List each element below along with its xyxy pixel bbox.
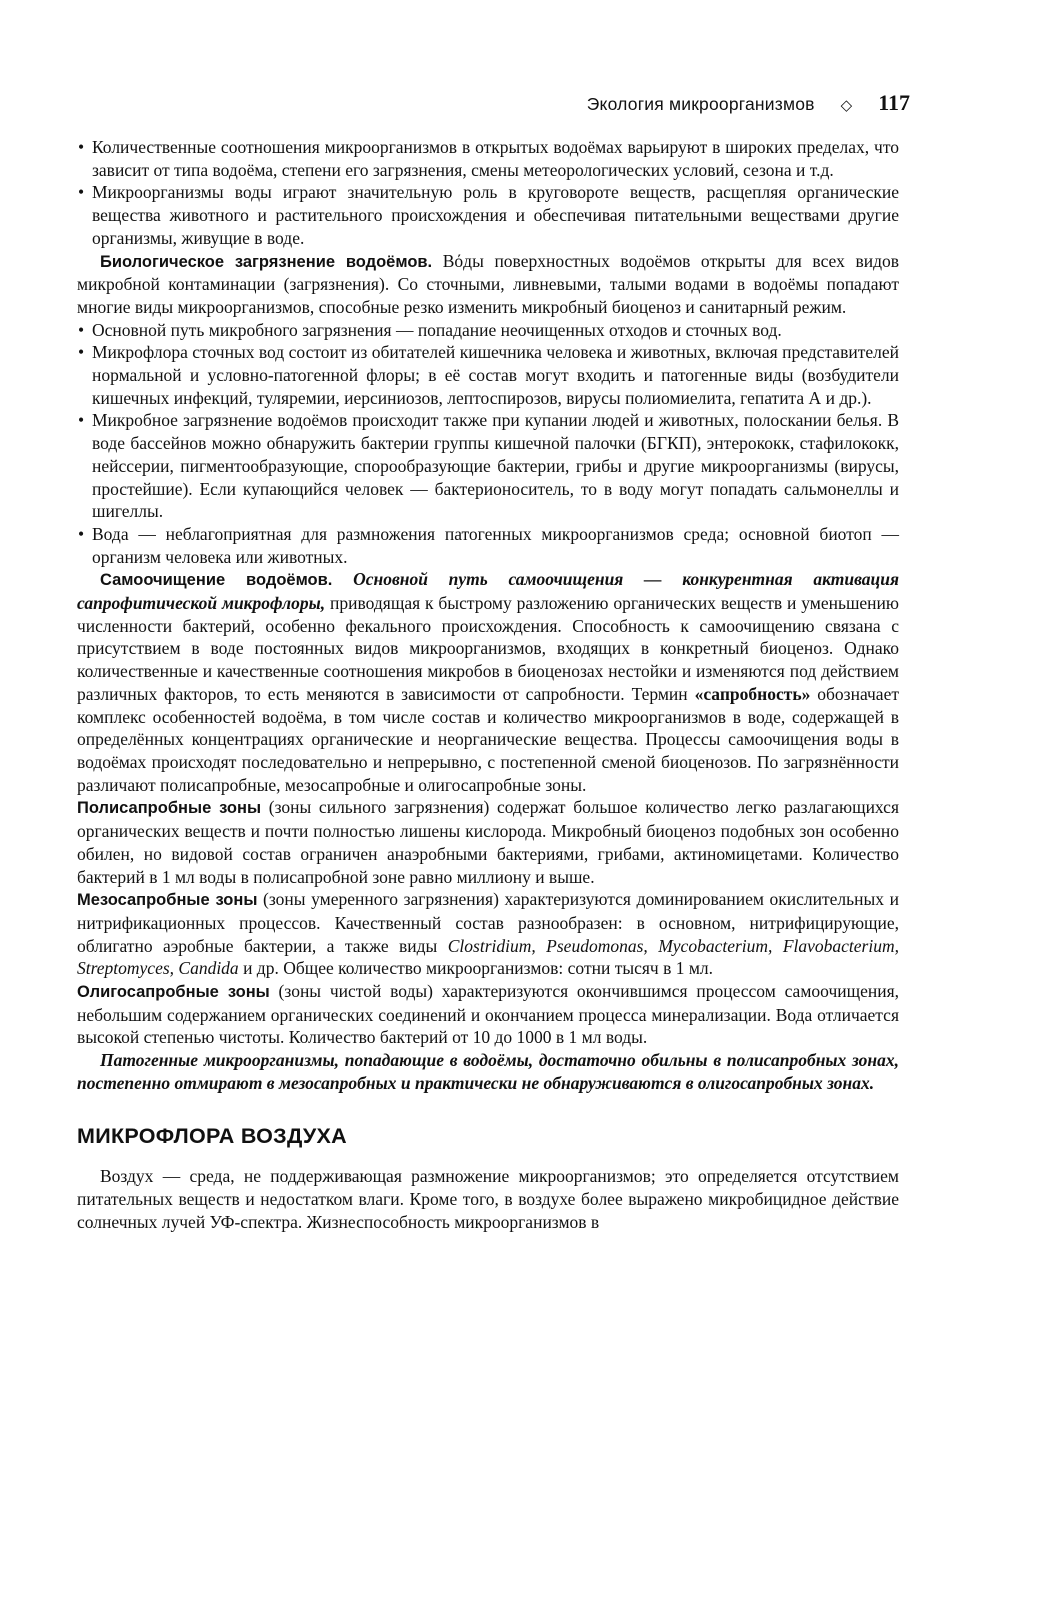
bullet-item: • Основной путь микробного загрязнения — попадание неочищенных отходов и сточных вод. xyxy=(77,319,899,342)
bullet-item: • Вода — неблагоприятная для размножения патогенных микроорганизмов среда; основной биотоп — организм человека или животных. xyxy=(77,523,899,568)
running-title: Экология микроорганизмов xyxy=(586,94,815,114)
section-heading: МИКРОФЛОРА ВОЗДУХА xyxy=(77,1123,347,1148)
paragraph-text: (зоны сильного загрязнения) содержат большое количество легко разлагающихся органических веществ и почти полностью лишены кислорода. Микробный биоценоз подобных зон особенно обилен, но видовой состав ограничен анаэробными бактериями, грибами, актиномицетами. Количество бактерий в 1 мл воды в полисапробной зоне равно миллиону и выше. xyxy=(77,797,899,887)
paragraph-mesosaprobic xyxy=(77,888,899,980)
paragraph-polysaprobic xyxy=(77,796,899,888)
paragraph-text: (зоны чистой воды) характеризуются окончившимся процессом самоочищения, небольшим содержанием органических соединений и окончанием процесса минерализации. Вода отличается высокой степенью чистоты. Количество бактерий от 10 до 1000 в 1 мл воды. xyxy=(77,981,900,1048)
bullet-item: • Количественные соотношения микроорганизмов в открытых водоёмах варьируют в широких пределах, что зависит от типа водоёма, степени его загрязнения, смены метеорологических условий, сезона и т.д. xyxy=(77,136,899,181)
paragraph-self-purification xyxy=(77,568,899,796)
page-number: 117 xyxy=(878,90,910,115)
running-header xyxy=(587,90,910,116)
paragraph-text: обозначает комплекс особенностей водоёма, в том числе состав и количество микроорганизмов в воде, содержащей в определённых концентрациях органические и неорганические вещества. Процессы самоочищения воды в водоёмах происходят последовательно и непрерывно, с постепенной сменой биоценозов. По загрязнённости различают полисапробные, мезосапробные и олигосапробные зоны. xyxy=(77,683,899,795)
italic-definition: Основной путь самоочищения — конкурентная активация сапрофитической микрофлоры, xyxy=(77,569,900,614)
paragraph-text: приводящая к быстрому разложению органических веществ и уменьшению численности бактерий, особенно фекального происхождения. Способность к самоочищению связана с присутствием в воде постоянных видов микроорганизмов, входящих в конкретный биоценоз. Однако количественные и качественные соотношения микробов в биоценозах нестойки и изменяются под действием различных факторов, то есть меняются в зависимости от сапробности. Термин xyxy=(77,593,899,704)
term-bio-pollution: Биологическое загрязнение водоёмов. xyxy=(100,252,433,271)
term-polysaprobic: Полисапробные зоны xyxy=(77,799,262,818)
term-self-purification: Самоочищение водоёмов. xyxy=(100,571,333,590)
paragraph-text: Вόды поверхностных водоёмов открыты для всех видов микробной контаминации (загрязнения). Со сточными, ливневыми, талыми водами в водоёмы попадают многие виды микроорганизмов, способные резко изменить микробный биоценоз и санитарный режим. xyxy=(77,250,899,317)
diamond-ornament-icon: ◇ xyxy=(840,97,853,114)
term-oligosaprobic: Олигосапробные зоны xyxy=(77,983,270,1002)
bullet-item: • Микрофлора сточных вод состоит из обитателей кишечника человека и животных, включая представителей нормальной и условно-патогенной флоры; в её состав могут входить и патогенные виды (возбудители кишечных инфекций, туляремии, иерсиниозов, лептоспирозов, вирусы полиомиелита, гепатита А и др.). xyxy=(77,341,899,409)
term-mesosaprobic: Мезосапробные зоны xyxy=(77,891,258,910)
paragraph-bio-pollution xyxy=(77,250,899,319)
pathogen-note: Патогенные микроорганизмы, попадающие в водоёмы, достаточно обильны в полисапробных зонах, постепенно отмирают в мезосапробных и практически не обнаруживаются в олигосапробных зонах. xyxy=(77,1050,899,1093)
paragraph-text: и др. Общее количество микроорганизмов: сотни тысяч в 1 мл. xyxy=(238,958,714,979)
bullet-item: • Микроорганизмы воды играют значительную роль в круговороте веществ, расщепляя органические вещества животного и растительного происхождения и обеспечивая питательными веществами другие организмы, живущие в воде. xyxy=(77,181,899,249)
paragraph-oligosaprobic xyxy=(77,980,899,1049)
genera-list: Clostridium, Pseudomonas, Mycobacterium, Flavobacterium, Streptomyces, Candida xyxy=(77,935,899,979)
paragraph-air: Воздух — среда, не поддерживающая размножение микроорганизмов; это определяется отсутствием питательных веществ и недостатком влаги. Кроме того, в воздухе более выражено микробицидное действие солнечных лучей УФ-спектра. Жизнеспособность микроорганизмов в xyxy=(77,1166,899,1232)
page-body xyxy=(77,136,899,1233)
term-saprobity: «сапробность» xyxy=(694,683,811,704)
bullet-item: • Микробное загрязнение водоёмов происходит также при купании людей и животных, полоскании белья. В воде бассейнов можно обнаружить бактерии группы кишечной палочки (БГКП), энтерококк, стафилококк, нейссерии, пигментообразующие, спорообразующие бактерии, грибы и другие микроорганизмы (вирусы, простейшие). Если купающийся человек — бактерионоситель, то в воду могут попадать сальмонеллы и шигеллы. xyxy=(77,409,899,523)
paragraph-text: (зоны умеренного загрязнения) характеризуются доминированием окислительных и нитрификационных процессов. Качественный состав разнообразен: в основном, нитрифицирующие, облигатно аэробные бактерии, а также виды xyxy=(77,889,899,956)
